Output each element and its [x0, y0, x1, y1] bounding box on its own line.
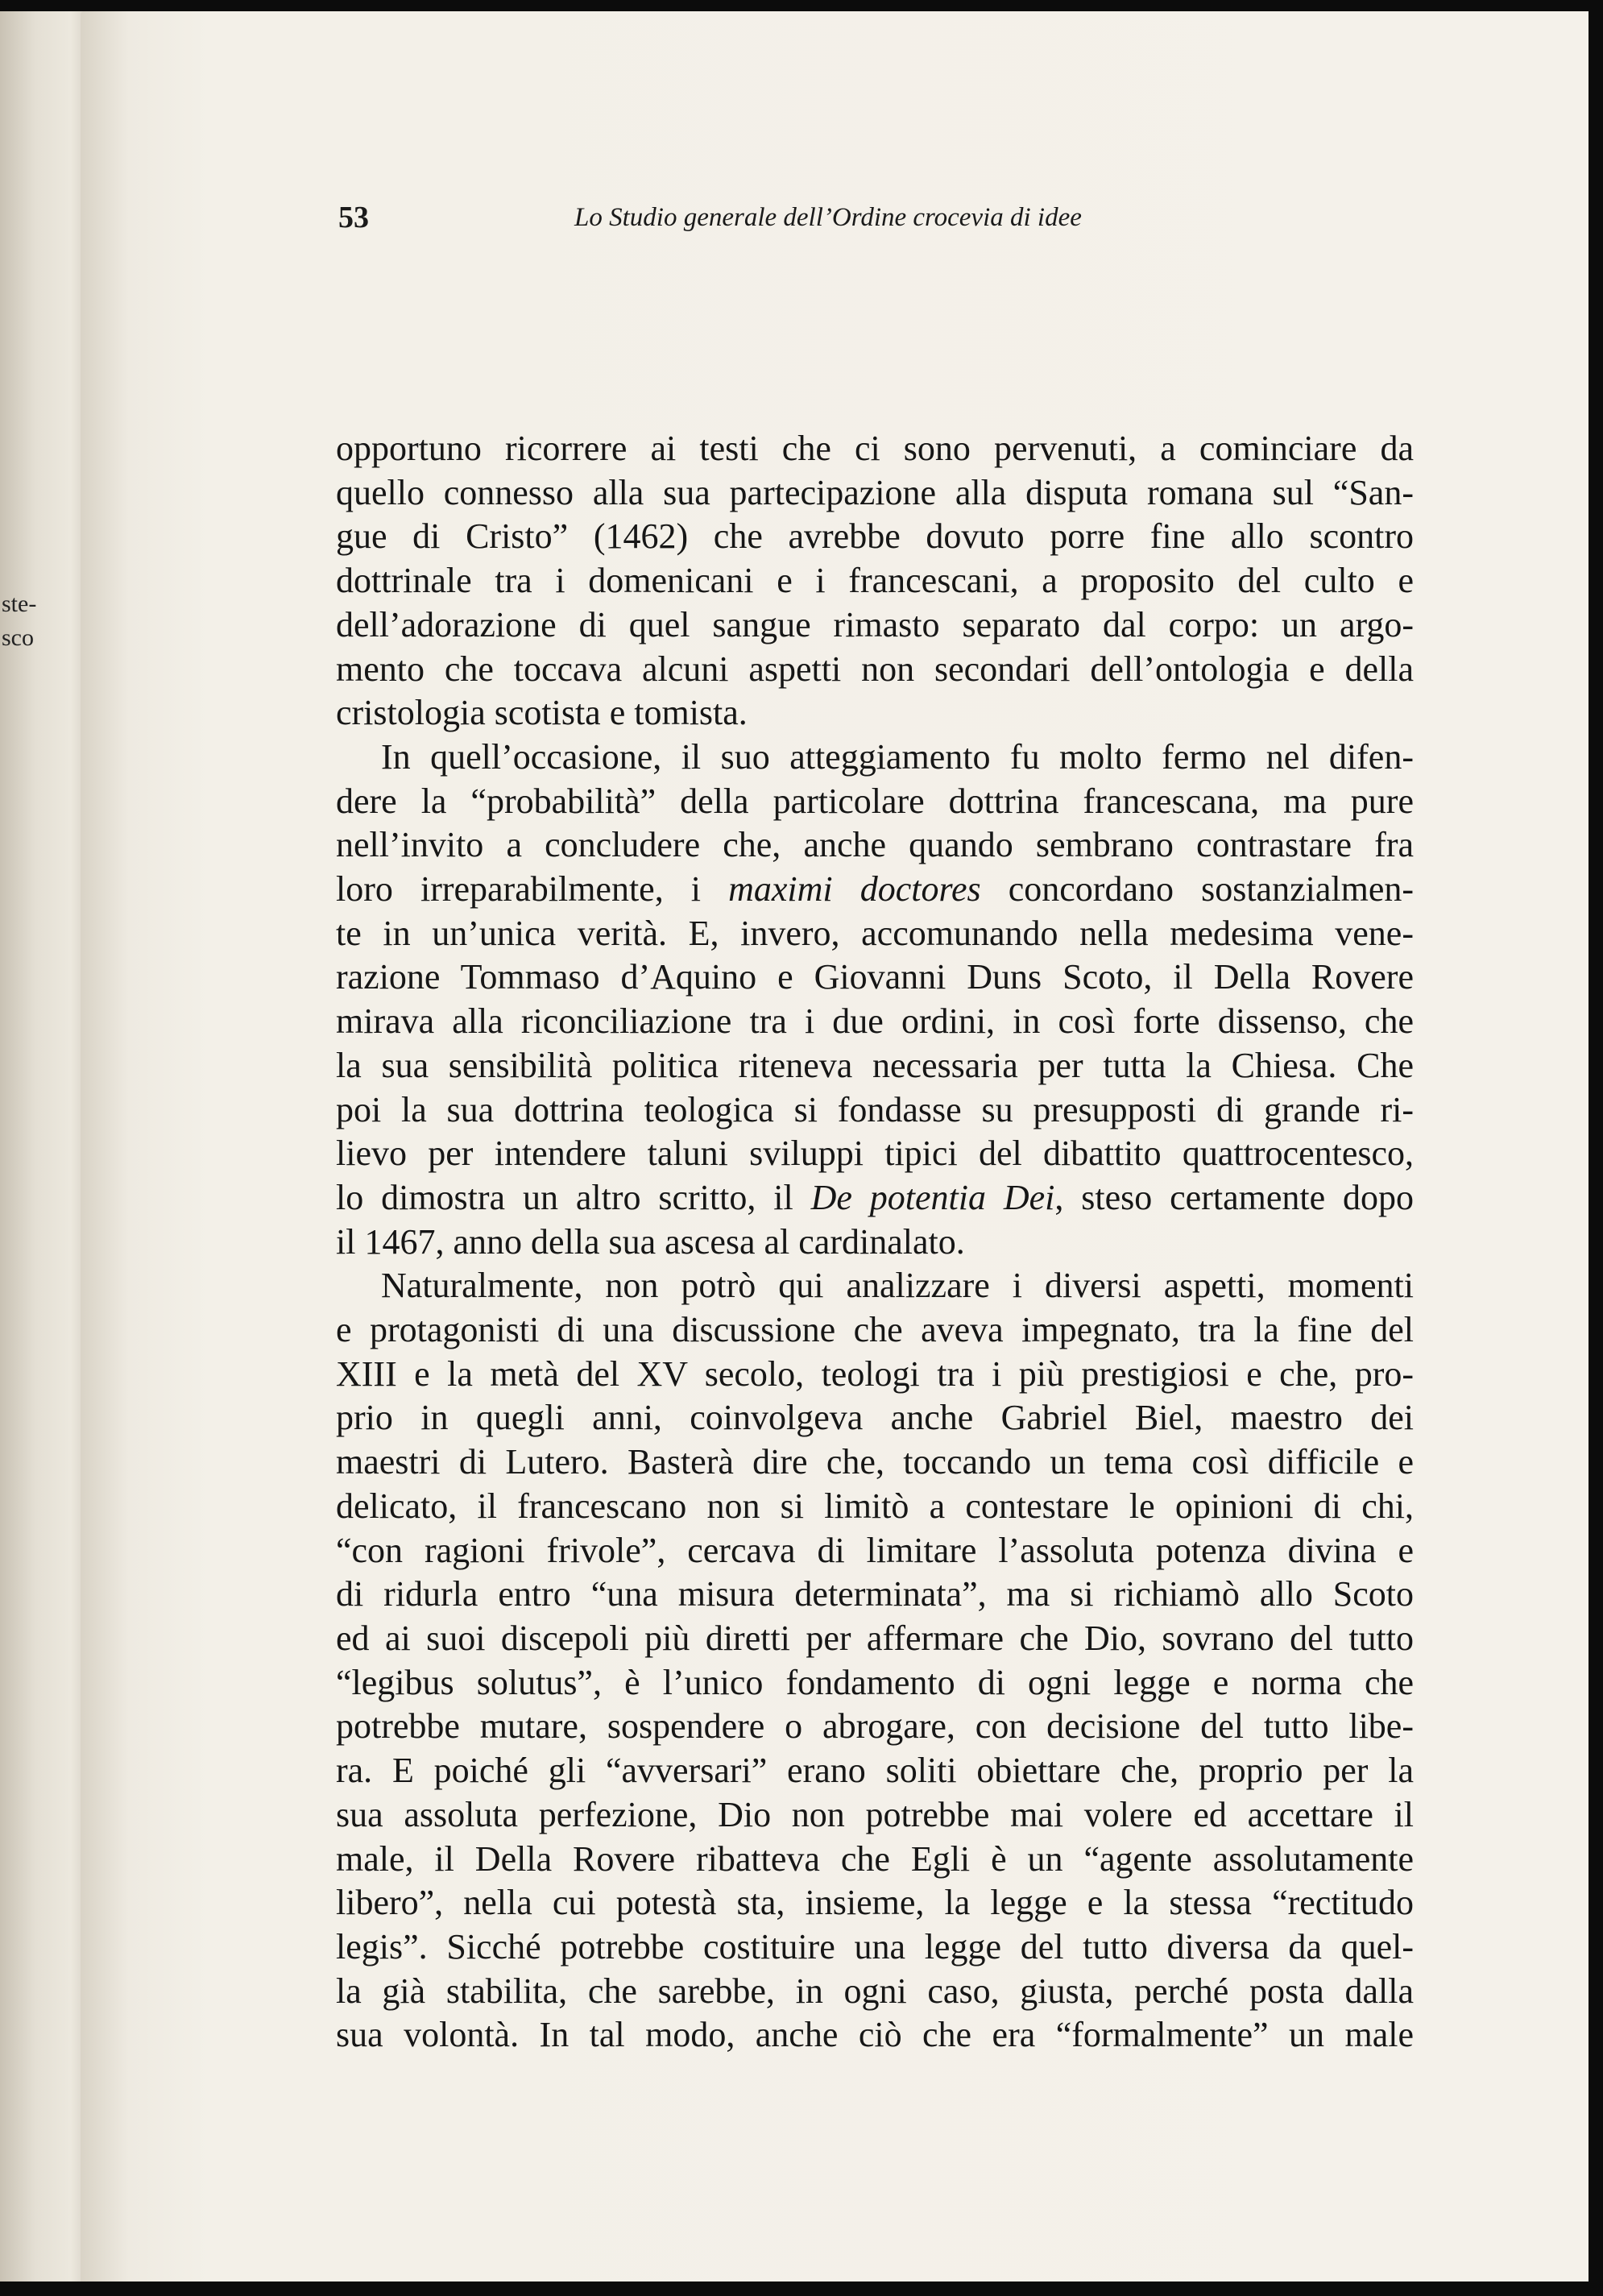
- text-line: maestri di Lutero. Basterà dire che, toccando un tema così difficile e: [336, 1442, 1414, 1482]
- text-segment: loro irreparabilmente, i: [336, 869, 729, 910]
- text-segment: lo dimostra un altro scritto, il: [336, 1177, 811, 1217]
- text-line: Naturalmente, non potrò qui analizzare i diversi aspetti, momenti: [381, 1266, 1414, 1306]
- page-number: 53: [338, 201, 369, 234]
- text-segment: concordano sostanzialmen-: [980, 869, 1415, 910]
- text-line: mento che toccava alcuni aspetti non secondari dell’ontologia e della: [336, 649, 1414, 689]
- italic-term: maximi doctores: [728, 869, 981, 910]
- text-line: “legibus solutus”, è l’unico fondamento di ogni legge e norma che: [336, 1662, 1414, 1702]
- text-line: legis”. Sicché potrebbe costituire una legge del tutto diversa da quel-: [336, 1926, 1414, 1967]
- text-line: XIII e la metà del XV secolo, teologi tra i più prestigiosi e che, pro-: [336, 1353, 1414, 1394]
- text-segment: , steso certamente dopo: [1054, 1177, 1414, 1217]
- body-text: [336, 427, 1414, 2058]
- text-line: In quell’occasione, il suo atteggiamento fu molto fermo nel difen-: [381, 736, 1414, 777]
- text-line: dottrinale tra i domenicani e i francescani, a proposito del culto e: [336, 561, 1414, 601]
- text-line: sua volontà. In tal modo, anche ciò che era “formalmente” un male: [336, 2015, 1414, 2055]
- text-line: mirava alla riconciliazione tra i due ordini, in così forte dissenso, che: [336, 1001, 1414, 1042]
- facing-page-edge: [0, 11, 89, 2283]
- text-line: prio in quegli anni, coinvolgeva anche Gabriel Biel, maestro dei: [336, 1398, 1414, 1438]
- text-line: lievo per intendere taluni sviluppi tipici del dibattito quattrocentesco,: [336, 1133, 1414, 1174]
- text-line: nell’invito a concludere che, anche quando sembrano contrastare fra: [336, 825, 1414, 865]
- text-line: quello connesso alla sua partecipazione alla disputa romana sul “San-: [336, 472, 1414, 512]
- text-line: te in un’unica verità. E, invero, accomunando nella medesima vene-: [336, 913, 1414, 953]
- text-line: cristologia scotista e tomista.: [336, 693, 748, 733]
- text-line: gue di Cristo” (1462) che avrebbe dovuto porre fine allo scontro: [336, 516, 1414, 557]
- text-line: il 1467, anno della sua ascesa al cardinalato.: [336, 1221, 965, 1262]
- running-head: [338, 200, 1386, 245]
- running-title: Lo Studio generale dell’Ordine crocevia di idee: [574, 203, 1082, 232]
- paragraph-2: [336, 736, 1414, 1264]
- text-line: opportuno ricorrere ai testi che ci sono pervenuti, a cominciare da: [336, 429, 1414, 468]
- text-line: e protagonisti di una discussione che aveva impegnato, tra la fine del: [336, 1310, 1414, 1350]
- paragraph-3: [336, 1264, 1414, 2058]
- text-line-with-italic: [336, 1176, 1414, 1221]
- facing-page-text-fragment: sco: [2, 624, 34, 651]
- text-line: poi la sua dottrina teologica si fondasse su presupposti di grande ri-: [336, 1089, 1414, 1129]
- text-line: libero”, nella cui potestà sta, insieme, la legge e la stessa “rectitudo: [336, 1883, 1414, 1923]
- text-line: “con ragioni frivole”, cercava di limitare l’assoluta potenza divina e: [336, 1530, 1414, 1570]
- text-line: razione Tommaso d’Aquino e Giovanni Duns Scoto, il Della Rovere: [336, 957, 1414, 997]
- facing-page-text-fragment: ste-: [2, 591, 37, 617]
- italic-title: De potentia Dei: [810, 1177, 1055, 1217]
- text-line: delicato, il francescano non si limitò a contestare le opinioni di chi,: [336, 1486, 1414, 1526]
- text-line: potrebbe mutare, sospendere o abrogare, con decisione del tutto libe-: [336, 1706, 1414, 1747]
- text-line-with-italic: [336, 868, 1414, 912]
- text-line: dere la “probabilità” della particolare dottrina francescana, ma pure: [336, 781, 1414, 821]
- scan-border: [0, 2281, 1603, 2296]
- text-line: sua assoluta perfezione, Dio non potrebbe mai volere ed accettare il: [336, 1794, 1414, 1834]
- text-line: la già stabilita, che sarebbe, in ogni caso, giusta, perché posta dalla: [336, 1971, 1414, 2011]
- text-line: di ridurla entro “una misura determinata”, ma si richiamò allo Scoto: [336, 1574, 1414, 1614]
- text-line: male, il Della Rovere ribatteva che Egli è un “agente assolutamente: [336, 1838, 1414, 1879]
- text-line: ra. E poiché gli “avversari” erano soliti obiettare che, proprio per la: [336, 1751, 1414, 1791]
- paragraph-1: [336, 427, 1414, 736]
- text-line: dell’adorazione di quel sangue rimasto separato dal corpo: un argo-: [336, 604, 1414, 644]
- text-line: ed ai suoi discepoli più diretti per affermare che Dio, sovrano del tutto: [336, 1618, 1414, 1658]
- text-line: la sua sensibilità politica riteneva necessaria per tutta la Chiesa. Che: [336, 1045, 1414, 1085]
